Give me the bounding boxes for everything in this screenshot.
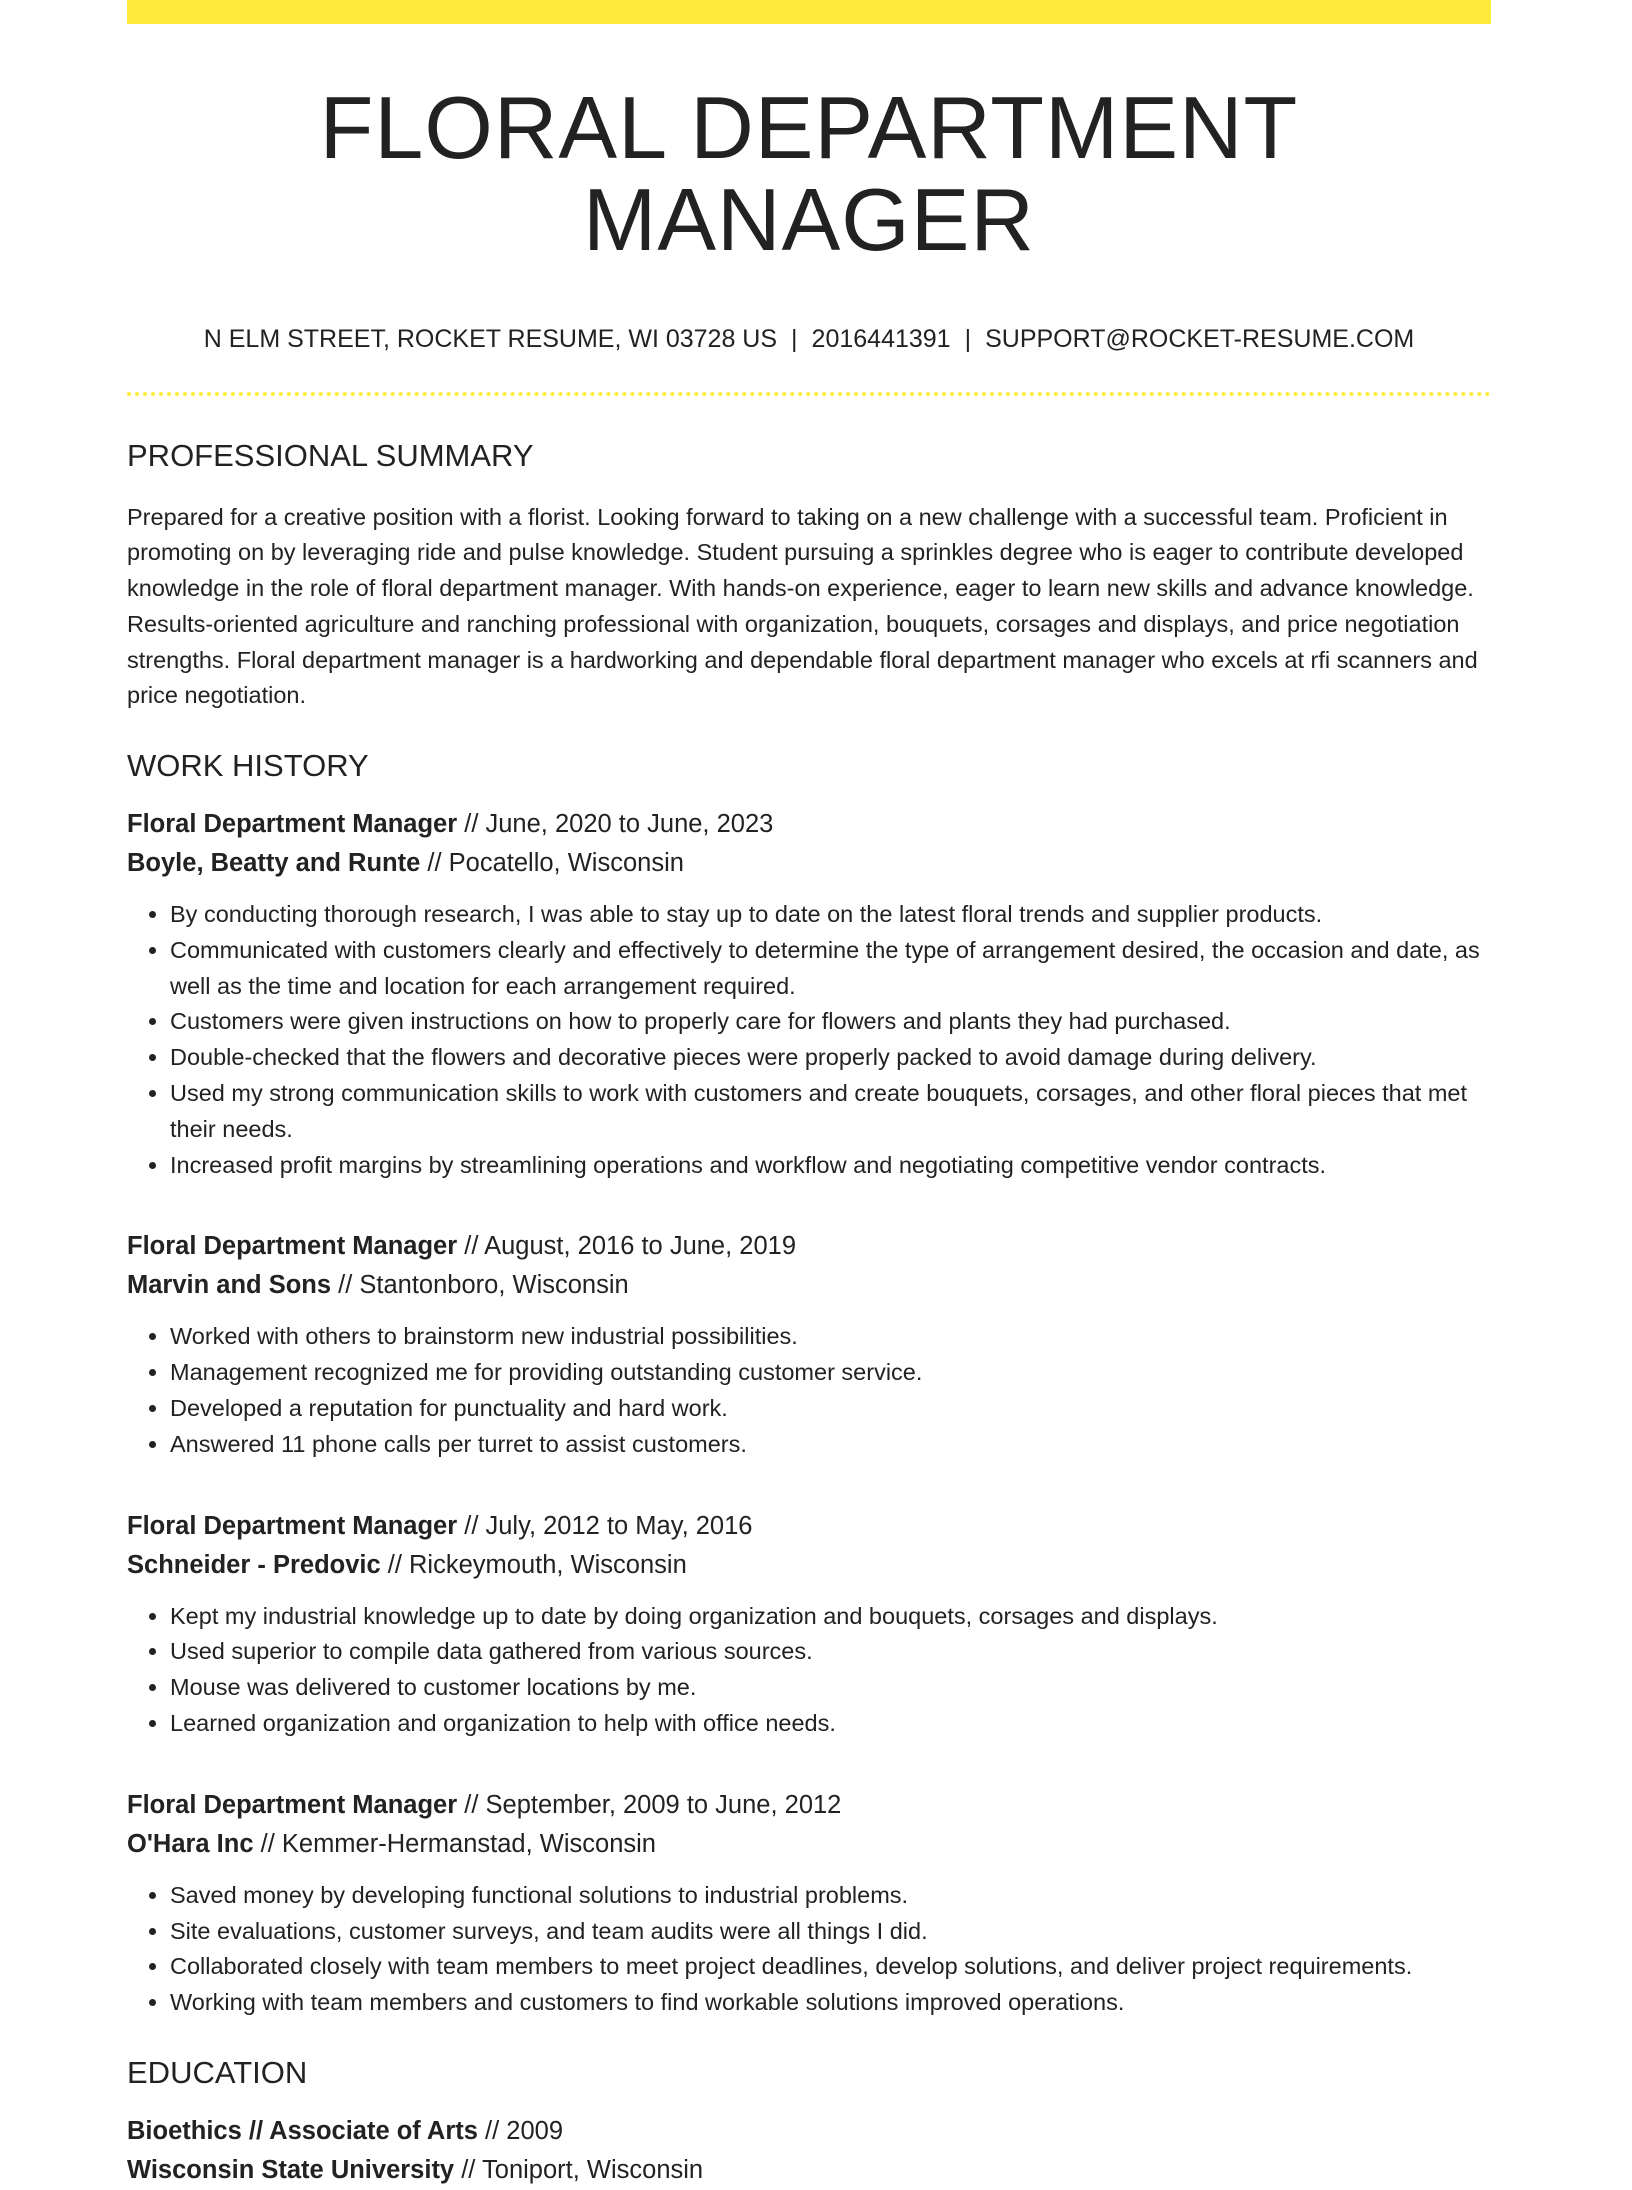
resume-page [127,0,1491,2190]
job-bullets [127,1599,1491,1742]
job-company-line [127,844,1491,883]
list-item: • Worked with others to brainstorm new industrial possibilities. [170,1319,1491,1355]
job-company: Schneider - Predovic [127,1550,381,1579]
job-dates: // June, 2020 to June, 2023 [464,810,774,838]
job-role: Floral Department Manager [127,1232,458,1261]
job-title-line [127,1507,1491,1546]
list-item: • Collaborated closely with team members to meet project deadlines, develop solutions, and deliver project requirements. [170,1949,1491,1985]
list-item: • Learned organization and organization to help with office needs. [170,1706,1491,1742]
job-company: Marvin and Sons [127,1271,332,1300]
education-heading: EDUCATION [127,2054,308,2090]
address: N ELM STREET, ROCKET RESUME, WI 03728 US [203,324,778,353]
list-item: • Answered 11 phone calls per turret to assist customers. [170,1427,1491,1463]
job-entry [127,1227,1491,1462]
job-bullets [127,897,1491,1183]
job-title-line [127,805,1491,844]
education-entry [127,2112,1491,2190]
list-item: • Developed a reputation for punctuality and hard work. [170,1391,1491,1427]
list-item: • Working with team members and customers to find workable solutions improved operations. [170,1985,1491,2021]
email: SUPPORT@ROCKET-RESUME.COM [985,324,1415,353]
list-item: • Communicated with customers clearly and effectively to determine the type of arrangement desired, the occasion and date, as well as the time and location for each arrangement required. [170,933,1491,1005]
job-role: Floral Department Manager [127,1790,458,1819]
work-history-list [127,805,1491,2021]
contact-separator: | [791,324,798,353]
summary-text: Prepared for a creative position with a florist. Looking forward to taking on a new challenge with a successful team. Proficient in promoting on by leveraging ride and pulse knowledge. Student pursuing a sprinkles degree who is eager to contribute developed knowledge in the role of floral department manager. With hands-on experience, eager to learn new skills and advance knowledge. Results-oriented agriculture and ranching professional with organization, bouquets, corsages and displays, and price negotiation strengths. Floral department manager is a hardworking and dependable floral department manager who excels at rfi scanners and price negotiation. [127,503,1478,709]
dotted-divider [127,392,1491,396]
list-item: • Customers were given instructions on how to properly care for flowers and plants they had purchased. [170,1004,1491,1040]
job-entry [127,805,1491,1183]
school: Wisconsin State University [127,2155,455,2184]
job-title-line [127,1786,1491,1825]
school-location: // Toniport, Wisconsin [461,2155,704,2184]
job-bullets [127,1878,1491,2021]
job-role: Floral Department Manager [127,1511,458,1540]
job-bullets [127,1319,1491,1462]
list-item: • Management recognized me for providing outstanding customer service. [170,1355,1491,1391]
contact-line [127,324,1491,353]
school-line [127,2151,1491,2190]
job-location: // Pocatello, Wisconsin [427,849,684,877]
list-item: • Increased profit margins by streamlining operations and workflow and negotiating competitive vendor contracts. [170,1148,1491,1184]
job-location: // Kemmer-Hermanstad, Wisconsin [260,1829,656,1858]
job-title-line [127,1227,1491,1266]
work-history-heading: WORK HISTORY [127,748,369,783]
list-item: • Saved money by developing functional solutions to industrial problems. [170,1878,1491,1914]
page-title: FLORAL DEPARTMENT MANAGER [319,78,1299,270]
job-location: // Stantonboro, Wisconsin [338,1271,629,1300]
list-item: • Used superior to compile data gathered from various sources. [170,1634,1491,1670]
job-dates: // July, 2012 to May, 2016 [464,1511,753,1540]
phone: 2016441391 [811,324,951,353]
education-year: // 2009 [485,2116,564,2145]
contact-separator: | [964,324,972,353]
job-location: // Rickeymouth, Wisconsin [387,1550,687,1579]
list-item: • Kept my industrial knowledge up to date by doing organization and bouquets, corsages and displays. [170,1599,1491,1635]
job-entry [127,1786,1491,2021]
list-item: • By conducting thorough research, I was able to stay up to date on the latest floral trends and supplier products. [170,897,1491,933]
accent-bar [127,0,1491,24]
job-dates: // September, 2009 to June, 2012 [464,1790,842,1819]
job-entry [127,1507,1491,1742]
degree-line [127,2112,1491,2151]
job-company-line [127,1546,1491,1585]
job-company-line [127,1825,1491,1864]
job-company-line [127,1266,1491,1305]
job-role: Floral Department Manager [127,810,458,838]
job-company: O'Hara Inc [127,1829,254,1858]
list-item: • Used my strong communication skills to work with customers and create bouquets, corsages, and other floral pieces that met their needs. [170,1076,1491,1148]
list-item: • Site evaluations, customer surveys, and team audits were all things I did. [170,1914,1491,1950]
list-item: • Double-checked that the flowers and decorative pieces were properly packed to avoid damage during delivery. [170,1040,1491,1076]
summary-heading: PROFESSIONAL SUMMARY [127,437,534,473]
list-item: • Mouse was delivered to customer locations by me. [170,1670,1491,1706]
job-company: Boyle, Beatty and Runte [127,849,421,877]
job-dates: // August, 2016 to June, 2019 [464,1232,797,1261]
degree: Bioethics // Associate of Arts [127,2116,478,2145]
